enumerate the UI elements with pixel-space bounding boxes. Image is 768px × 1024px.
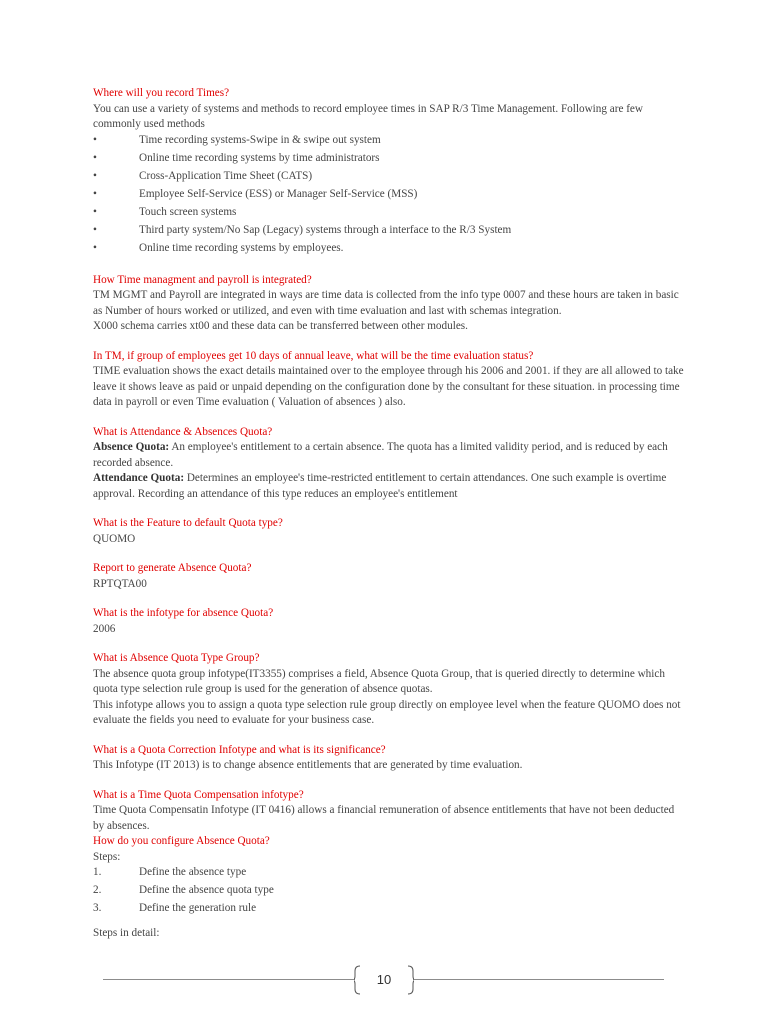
list-item: • Employee Self-Service (ESS) or Manager Self-Service (MSS) [93, 187, 685, 203]
answer-text: RPTQTA00 [93, 577, 147, 590]
list-item: 1. Define the absence type [93, 865, 685, 881]
steps-label: Steps: [93, 850, 121, 863]
list-item: 3. Define the generation rule [93, 901, 685, 917]
answer-text: 2006 [93, 622, 116, 635]
bullet-icon: • [93, 169, 97, 182]
answer-paragraph: Absence Quota: An employee's entitlement to a certain absence. The quota has a limited validity period, and is reduced by each recorded absence. [93, 441, 668, 469]
answer-paragraph: This infotype allows you to assign a quota type selection rule group directly on employee level when the feature QUOMO does not evaluate the fields you need to evaluate for your business case. [93, 698, 681, 726]
page-number-box [354, 965, 414, 995]
question-heading: What is the Feature to default Quota type? [93, 517, 283, 529]
question-heading: What is a Time Quota Compensation infotype? [93, 788, 304, 801]
answer-paragraph: You can use a variety of systems and methods to record employee times in SAP R/3 Time Management. Following are few commonly used methods [93, 102, 643, 130]
question-heading: How do you configure Absence Quota? [93, 835, 270, 847]
list-item: • Touch screen systems [93, 205, 685, 221]
steps-list [93, 865, 685, 917]
question-heading: What is Attendance & Absences Quota? [93, 425, 273, 438]
steps-detail-label: Steps in detail: [93, 927, 160, 939]
page-number: 10 [376, 972, 392, 987]
question-heading: How Time managment and payroll is integrated? [93, 273, 312, 286]
step-number: 2. [93, 884, 102, 896]
bullet-icon: • [93, 133, 97, 146]
step-number: 3. [93, 902, 102, 914]
footer-rule-left [103, 979, 355, 980]
answer-paragraph: The absence quota group infotype(IT3355) comprises a field, Absence Quota Group, that is queried directly to determine which quota type selection rule group is used for the generation of absence quotas. [93, 667, 665, 695]
list-item: • Cross-Application Time Sheet (CATS) [93, 169, 685, 185]
question-heading: What is a Quota Correction Infotype and what is its significance? [93, 743, 386, 756]
term-label: Absence Quota: [93, 441, 170, 453]
page-footer [103, 965, 664, 995]
answer-paragraph: Time Quota Compensatin Infotype (IT 0416) allows a financial remuneration of absence entitlements that have not been deducted by absences. [93, 804, 675, 832]
bullet-icon: • [93, 187, 97, 200]
bullet-icon: • [93, 241, 97, 254]
bullet-list [93, 133, 685, 257]
question-heading: What is Absence Quota Type Group? [93, 652, 260, 664]
list-item: • Third party system/No Sap (Legacy) systems through a interface to the R/3 System [93, 223, 685, 239]
answer-paragraph: This Infotype (IT 2013) is to change absence entitlements that are generated by time evaluation. [93, 759, 523, 771]
bullet-icon: • [93, 223, 97, 236]
answer-paragraph: Attendance Quota: Determines an employee's time-restricted entitlement to certain attendances. One such example is overtime approval. Recording an attendance of this type reduces an employee's entitlement [93, 472, 667, 500]
question-heading: What is the infotype for absence Quota? [93, 607, 274, 619]
footer-rule-right [413, 979, 664, 980]
bullet-icon: • [93, 205, 97, 218]
answer-paragraph: TM MGMT and Payroll are integrated in ways are time data is collected from the info type 0007 and these hours are taken in basic as Number of hours worked or utilized, and even with time evaluation and last with schemas integration. [93, 289, 679, 317]
answer-text: QUOMO [93, 532, 136, 545]
question-heading: Report to generate Absence Quota? [93, 562, 252, 574]
list-item: • Time recording systems-Swipe in & swipe out system [93, 133, 685, 149]
document-page [93, 86, 685, 942]
question-heading: Where will you record Times? [93, 87, 230, 99]
answer-paragraph: X000 schema carries xt00 and these data can be transferred between other modules. [93, 320, 468, 332]
bullet-icon: • [93, 151, 97, 164]
list-item: • Online time recording systems by time administrators [93, 151, 685, 167]
term-label: Attendance Quota: [93, 472, 185, 484]
answer-paragraph: TIME evaluation shows the exact details maintained over to the employee through his 2006 and 2001. if they are all allowed to take leave it shows leave as paid or unpaid depending on the configuration done by the consultant for these situation. in processing time data in payroll or even Time evaluation ( Valuation of absences ) also. [93, 365, 684, 408]
list-item: 2. Define the absence quota type [93, 883, 685, 899]
question-heading: In TM, if group of employees get 10 days of annual leave, what will be the time evaluation status? [93, 349, 534, 362]
list-item: • Online time recording systems by employees. [93, 241, 685, 257]
step-number: 1. [93, 866, 102, 878]
